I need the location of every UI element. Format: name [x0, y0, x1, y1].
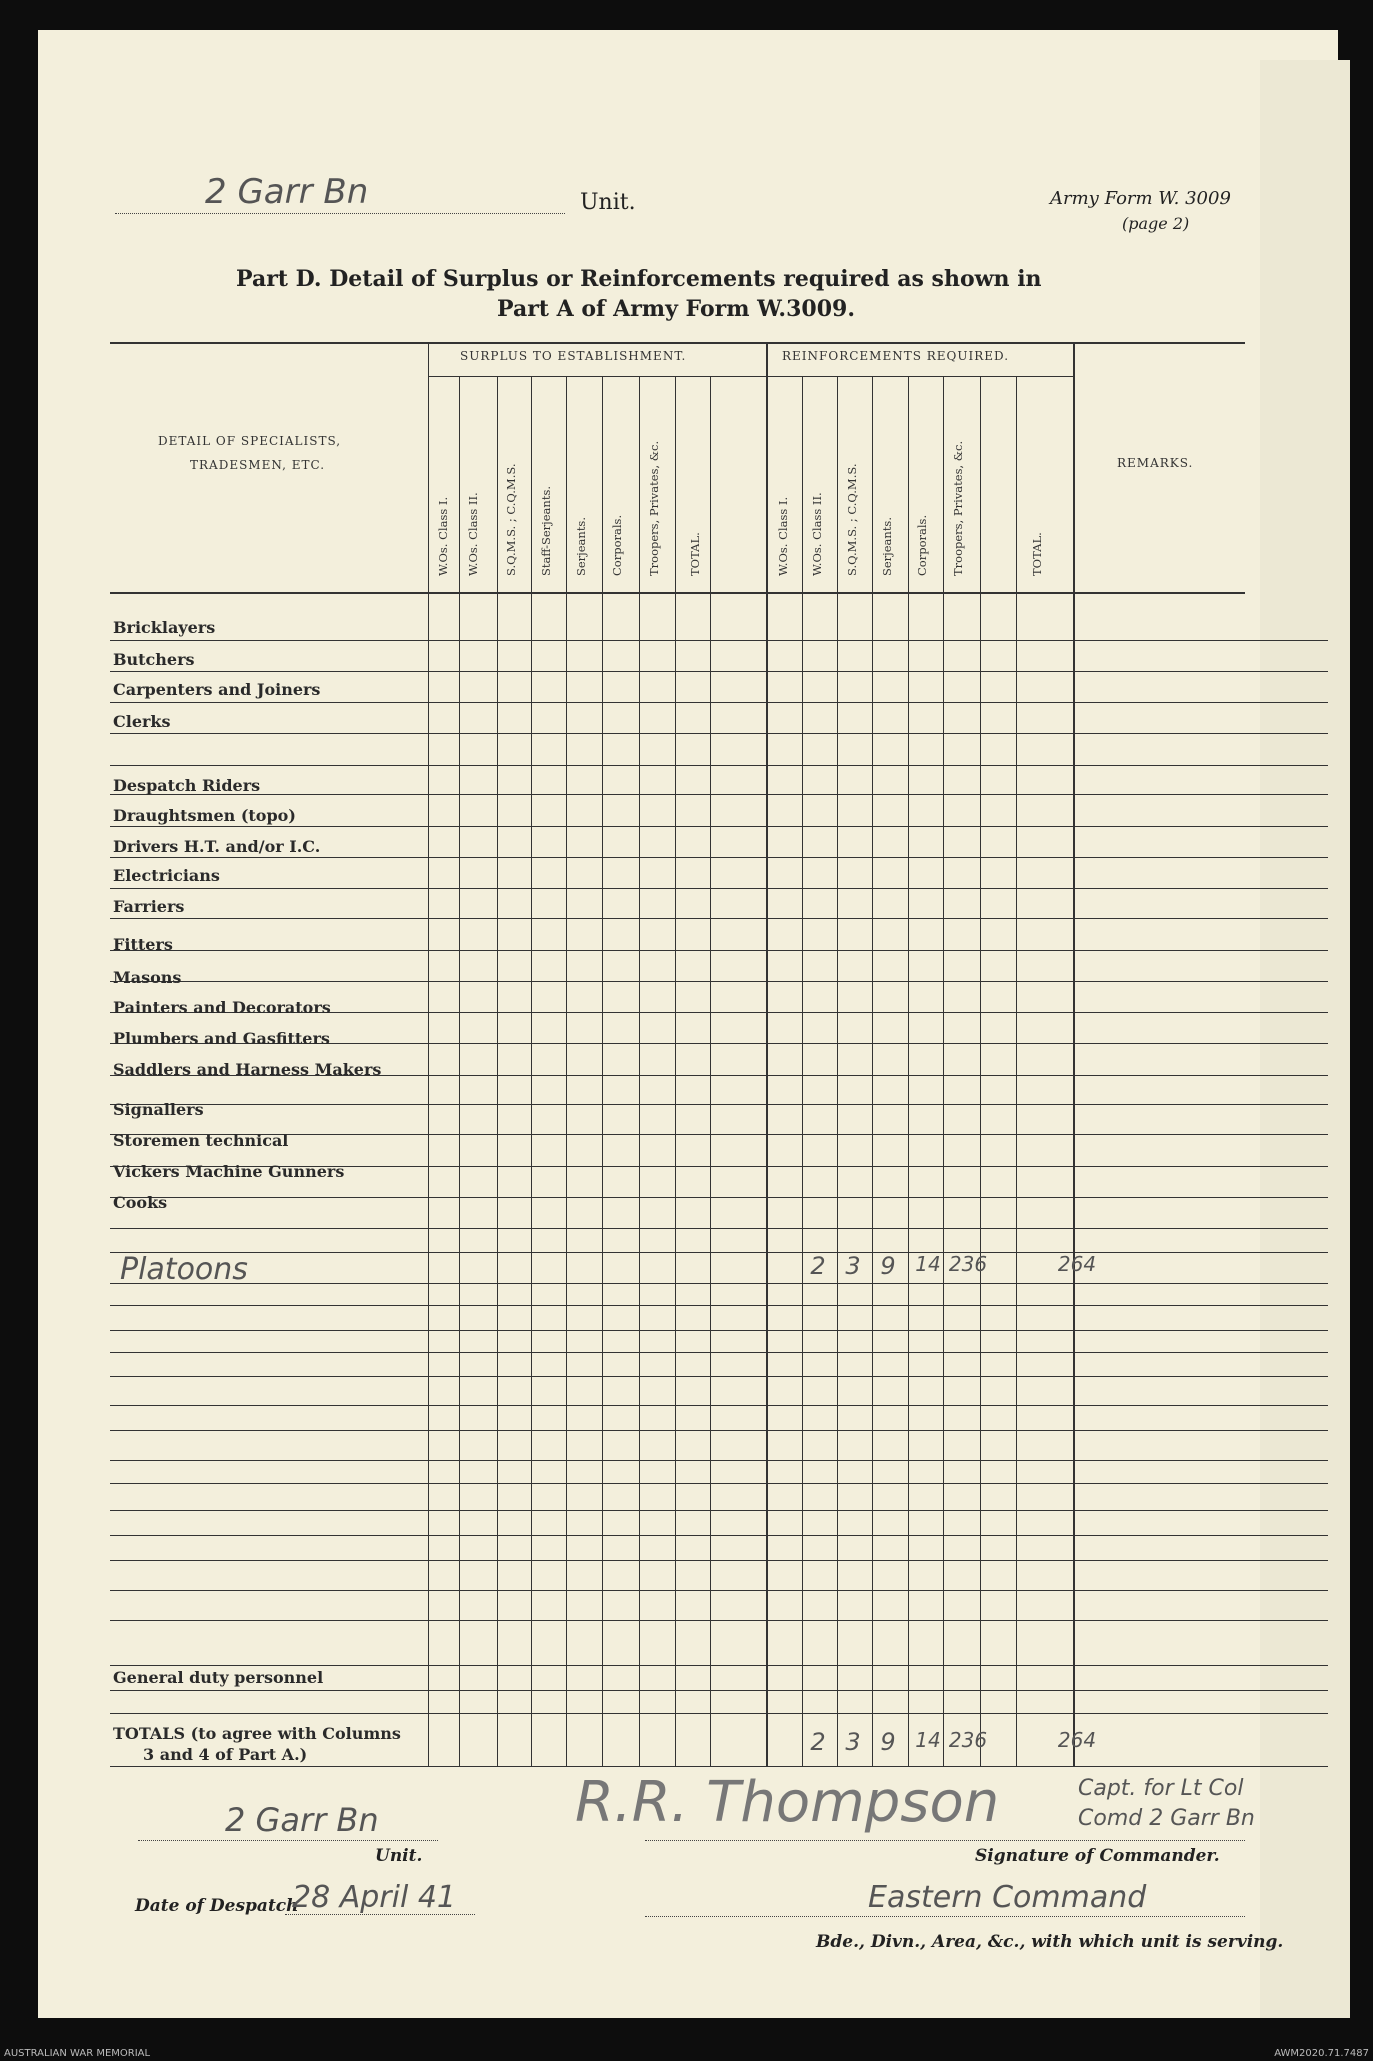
archive-footer	[0, 2048, 1373, 2061]
footer-unit-label: Unit.	[375, 1846, 423, 1866]
row-line-21	[110, 1283, 1328, 1284]
totals-bottom-rule	[110, 1766, 1328, 1767]
row-label-cooks: Cooks	[113, 1193, 168, 1212]
column-line	[1016, 376, 1017, 1766]
form-name: Army Form W. 3009	[1050, 188, 1231, 209]
row-line-6	[110, 826, 1328, 827]
row-line-28	[110, 1460, 1328, 1461]
row-line-10	[110, 950, 1328, 951]
reinforcement-col-label-4: Corporals.	[915, 514, 929, 576]
row-label-fitters: Fitters	[113, 935, 173, 954]
commander-signature: R.R. Thompson	[575, 1770, 1000, 1835]
command-label: Bde., Divn., Area, &c., with which unit is serving.	[816, 1932, 1284, 1952]
footer-unit-handwritten: 2 Garr Bn	[225, 1801, 379, 1839]
surplus-col-label-2: S.Q.M.S. ; C.Q.M.S.	[504, 463, 518, 576]
totals-label-line-2: 3 and 4 of Part A.)	[143, 1745, 308, 1764]
row-label-saddlers-and-harness-makers: Saddlers and Harness Makers	[113, 1060, 382, 1079]
totals-value-1: 3	[845, 1728, 861, 1756]
form-page: (page 2)	[1122, 214, 1190, 233]
row-line-16	[110, 1134, 1328, 1135]
surplus-col-label-3: Staff-Serjeants.	[539, 486, 553, 576]
row-line-29	[110, 1483, 1328, 1484]
row-label-electricians: Electricians	[113, 866, 220, 885]
row-label-painters-and-decorators: Painters and Decorators	[113, 998, 331, 1017]
surplus-col-label-5: Corporals.	[610, 514, 624, 576]
row-line-26	[110, 1405, 1328, 1406]
unit-handwritten: 2 Garr Bn	[205, 172, 369, 212]
column-line	[710, 376, 711, 1766]
surplus-col-label-1: W.Os. Class II.	[466, 492, 480, 576]
row-line-32	[110, 1560, 1328, 1561]
unit-underline	[115, 213, 565, 214]
surplus-header: SURPLUS TO ESTABLISHMENT.	[460, 349, 687, 363]
row-line-7	[110, 857, 1328, 858]
totals-label-line-1: TOTALS (to agree with Columns	[113, 1724, 401, 1743]
column-line	[566, 376, 567, 1766]
totals-value-0: 2	[810, 1728, 826, 1756]
row-line-1	[110, 671, 1328, 672]
row-line-4	[110, 765, 1328, 766]
column-line	[602, 376, 603, 1766]
surplus-left-line	[428, 342, 429, 1766]
platoons-value-2: 9	[880, 1252, 896, 1280]
row-line-3	[110, 733, 1328, 734]
totals-value-2: 9	[880, 1728, 896, 1756]
detail-header-line-2: TRADESMEN, ETC.	[190, 458, 326, 472]
row-label-storemen-technical: Storemen technical	[113, 1131, 289, 1150]
signature-title-line-1: Capt. for Lt Col	[1078, 1776, 1244, 1801]
row-line-23	[110, 1330, 1328, 1331]
title-line-2: Part A of Army Form W.3009.	[497, 296, 855, 322]
platoons-value-5: 264	[1057, 1252, 1097, 1276]
detail-header-line-1: DETAIL OF SPECIALISTS,	[158, 434, 342, 448]
column-line	[802, 376, 803, 1766]
reinforcement-col-label-6: TOTAL.	[1030, 532, 1044, 576]
row-line-5	[110, 794, 1328, 795]
row-line-30	[110, 1510, 1328, 1511]
remarks-left-line	[1073, 342, 1075, 1766]
date-underline	[285, 1914, 475, 1915]
totals-value-5: 264	[1057, 1728, 1097, 1752]
row-line-35	[110, 1665, 1328, 1666]
document-sheet	[38, 30, 1338, 2018]
title-line-1: Part D. Detail of Surplus or Reinforcements required as shown in	[236, 266, 1042, 292]
command-underline	[645, 1916, 1245, 1917]
underlying-sheet	[1260, 60, 1350, 2018]
surplus-col-label-0: W.Os. Class I.	[436, 496, 450, 576]
column-line	[497, 376, 498, 1766]
archive-id: AWM2020.71.7487	[1274, 2048, 1369, 2059]
row-label-farriers: Farriers	[113, 897, 185, 916]
reinforcements-header: REINFORCEMENTS REQUIRED.	[782, 349, 1010, 363]
column-line	[837, 376, 838, 1766]
row-label-vickers-machine-gunners: Vickers Machine Gunners	[113, 1162, 345, 1181]
row-line-25	[110, 1376, 1328, 1377]
platoons-value-0: 2	[810, 1252, 826, 1280]
row-label-bricklayers: Bricklayers	[113, 618, 216, 637]
row-label-general-duty-personnel: General duty personnel	[113, 1668, 324, 1687]
date-label: Date of Despatch	[135, 1896, 299, 1916]
column-line	[639, 376, 640, 1766]
archive-credit: AUSTRALIAN WAR MEMORIAL	[4, 2048, 151, 2059]
row-line-9	[110, 918, 1328, 919]
row-label-despatch-riders: Despatch Riders	[113, 776, 261, 795]
command-handwritten: Eastern Command	[868, 1880, 1147, 1915]
row-line-27	[110, 1430, 1328, 1431]
row-line-0	[110, 640, 1328, 641]
row-line-2	[110, 702, 1328, 703]
unit-label: Unit.	[580, 190, 636, 215]
row-line-18	[110, 1197, 1328, 1198]
surplus-col-label-4: Serjeants.	[574, 517, 588, 576]
reinforcement-col-label-1: W.Os. Class II.	[810, 492, 824, 576]
reinforcement-col-label-3: Serjeants.	[880, 517, 894, 576]
column-line	[531, 376, 532, 1766]
surplus-col-label-7: TOTAL.	[688, 532, 702, 576]
row-line-24	[110, 1352, 1328, 1353]
column-line	[872, 376, 873, 1766]
row-label-drivers-h-t-and-or-i-c: Drivers H.T. and/or I.C.	[113, 837, 321, 856]
totals-value-3: 14	[915, 1728, 941, 1752]
signature-underline	[645, 1840, 1245, 1841]
row-line-20	[110, 1252, 1328, 1253]
footer-unit-underline	[138, 1840, 438, 1841]
platoons-value-1: 3	[845, 1252, 861, 1280]
row-line-33	[110, 1590, 1328, 1591]
reinforcement-col-label-2: S.Q.M.S. ; C.Q.M.S.	[845, 463, 859, 576]
column-line	[943, 376, 944, 1766]
row-line-36	[110, 1690, 1328, 1691]
signature-title-line-2: Comd 2 Garr Bn	[1078, 1806, 1255, 1831]
row-label-carpenters-and-joiners: Carpenters and Joiners	[113, 680, 321, 699]
row-label-clerks: Clerks	[113, 712, 171, 731]
signature-label: Signature of Commander.	[975, 1846, 1220, 1866]
date-handwritten: 28 April 41	[292, 1880, 456, 1915]
row-line-34	[110, 1620, 1328, 1621]
row-line-15	[110, 1104, 1328, 1105]
platoons-value-4: 236	[948, 1252, 988, 1276]
row-line-31	[110, 1535, 1328, 1536]
totals-value-4: 236	[948, 1728, 988, 1752]
group-divider-line	[766, 342, 768, 1766]
row-line-11	[110, 981, 1328, 982]
row-label-draughtsmen-topo: Draughtsmen (topo)	[113, 806, 296, 825]
reinforcement-col-label-5: Troopers, Privates, &c.	[951, 440, 965, 576]
row-label-plumbers-and-gasfitters: Plumbers and Gasfitters	[113, 1029, 330, 1048]
platoons-label: Platoons	[120, 1252, 248, 1287]
row-label-masons: Masons	[113, 968, 182, 987]
row-line-19	[110, 1228, 1328, 1229]
row-line-8	[110, 888, 1328, 889]
column-line	[908, 376, 909, 1766]
reinforcement-col-label-0: W.Os. Class I.	[776, 496, 790, 576]
platoons-value-3: 14	[915, 1252, 941, 1276]
row-line-37	[110, 1713, 1328, 1714]
surplus-col-label-6: Troopers, Privates, &c.	[647, 440, 661, 576]
column-line	[980, 376, 981, 1766]
column-line	[459, 376, 460, 1766]
column-line	[675, 376, 676, 1766]
row-label-signallers: Signallers	[113, 1100, 204, 1119]
group-header-rule	[428, 376, 1073, 377]
row-line-22	[110, 1305, 1328, 1306]
row-label-butchers: Butchers	[113, 650, 195, 669]
remarks-header: REMARKS.	[1117, 456, 1194, 470]
